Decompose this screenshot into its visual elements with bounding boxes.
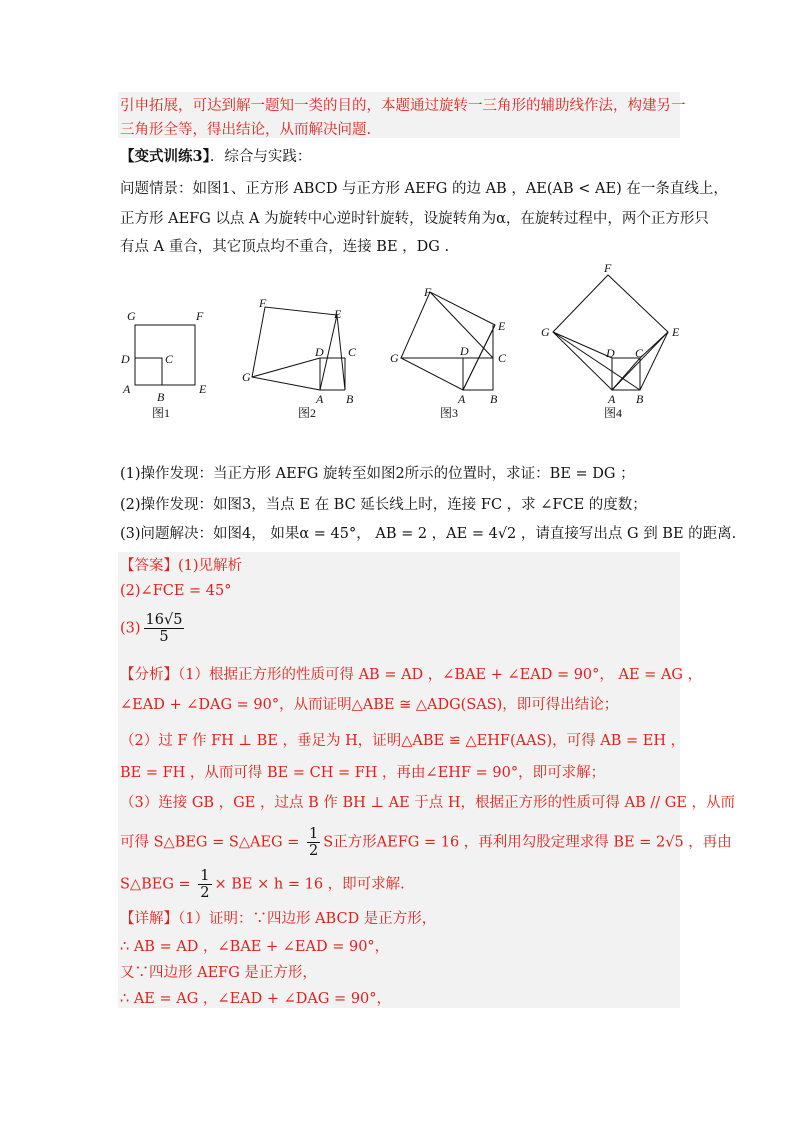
- intro-line-2: 三角形全等，得出结论，从而解决问题.: [120, 122, 372, 138]
- question-1: (1)操作发现：当正方形 AEFG 旋转至如图2所示的位置时，求证：BE = DG ；: [120, 466, 635, 482]
- exercise-heading: [120, 146, 311, 168]
- svg-text:D: D: [315, 345, 324, 359]
- analysis-6-denominator: 2: [308, 843, 319, 859]
- svg-text:C: C: [348, 345, 357, 359]
- analysis-6-suffix: S正方形AEFG = 16 ，再利用勾股定理求得 BE = 2√5 ，再由: [323, 834, 732, 851]
- svg-text:A: A: [316, 392, 324, 406]
- analysis-7-denominator: 2: [200, 885, 210, 901]
- detail-line-2: ∴ AB = AD ，∠BAE + ∠EAD = 90°，: [120, 939, 390, 955]
- detail-line-3: 又∵四边形 AEFG 是正方形，: [120, 965, 317, 981]
- svg-text:E: E: [199, 382, 207, 396]
- analysis-line-7: [120, 868, 405, 901]
- context-line-1: 问题情景：如图1、正方形 ABCD 与正方形 AEFG 的边 AB ，AE(AB < AE) 在一条直线上，: [120, 181, 728, 197]
- analysis-7-suffix: × BE × h = 16 ，即可求解.: [214, 876, 405, 893]
- svg-text:A: A: [123, 382, 131, 396]
- svg-text:G: G: [541, 325, 550, 339]
- exercise-title: 【变式训练3】: [120, 148, 210, 165]
- context-line-2: 正方形 AEFG 以点 A 为旋转中心逆时针旋转，设旋转角为α，在旋转过程中，两个正方形只: [120, 211, 709, 227]
- analysis-line-3: （2）过 F 作 FH ⊥ BE ，垂足为 H，证明△ABE ≌ △EHF(AAS)，可得 AB = EH ，: [120, 733, 686, 749]
- svg-text:G: G: [242, 370, 251, 384]
- analysis-line-1: [120, 664, 702, 686]
- question-3: (3)问题解决：如图4， 如果α = 45°， AB = 2 ，AE = 4√2 ，请直接写出点 G 到 BE 的距离.: [120, 526, 737, 542]
- answer-line-3: [120, 612, 187, 645]
- analysis-line-2: ∠EAD + ∠DAG = 90°，从而证明△ABE ≅ △ADG(SAS)，即可得出结论；: [120, 697, 619, 713]
- figure-1-caption: 图1: [152, 406, 171, 420]
- answer-line-1: [120, 555, 242, 577]
- svg-text:D: D: [121, 352, 130, 366]
- figure-2-caption: 图2: [298, 406, 317, 420]
- svg-text:F: F: [259, 296, 267, 310]
- detail-line-4: ∴ AE = AG ，∠EAD + ∠DAG = 90°，: [120, 991, 392, 1007]
- analysis-line-4: BE = FH ，从而可得 BE = CH = FH ，再由∠EHF = 90°，即可求解；: [120, 765, 606, 781]
- svg-text:E: E: [498, 319, 506, 333]
- answer-part-1: (1)见解析: [178, 558, 243, 574]
- analysis-text-1: （1）根据正方形的性质可得 AB = AD ，∠BAE + ∠EAD = 90°， AE = AG ，: [178, 667, 703, 683]
- svg-text:C: C: [635, 346, 644, 360]
- analysis-line-6: [120, 826, 732, 859]
- svg-text:A: A: [458, 392, 466, 406]
- svg-text:C: C: [498, 351, 507, 365]
- svg-text:B: B: [157, 390, 165, 404]
- svg-text:D: D: [606, 346, 615, 360]
- analysis-7-prefix: S△BEG =: [120, 876, 196, 893]
- svg-text:C: C: [165, 352, 174, 366]
- detail-label: 【详解】: [120, 911, 178, 927]
- svg-text:E: E: [672, 325, 680, 339]
- analysis-7-fraction: [198, 868, 211, 901]
- svg-text:B: B: [490, 392, 498, 406]
- svg-text:F: F: [424, 285, 432, 299]
- svg-text:F: F: [604, 261, 612, 275]
- svg-text:G: G: [127, 309, 136, 323]
- analysis-label: 【分析】: [120, 667, 178, 683]
- svg-text:A: A: [608, 392, 616, 406]
- figure-4-caption: 图4: [604, 406, 623, 420]
- svg-text:E: E: [334, 307, 342, 321]
- svg-text:B: B: [346, 392, 354, 406]
- figure-2: [252, 307, 345, 390]
- detail-text-1: （1）证明：∵四边形 ABCD 是正方形，: [178, 911, 437, 927]
- svg-text:B: B: [636, 392, 644, 406]
- analysis-6-prefix: 可得 S△BEG = S△AEG =: [120, 834, 304, 851]
- detail-line-1: [120, 908, 436, 930]
- answer-part-2: (2)∠FCE = 45°: [120, 583, 232, 599]
- figure-4: [553, 275, 668, 390]
- question-2: (2)操作发现：如图3，当点 E 在 BC 延长线上时，连接 FC ，求 ∠FCE 的度数；: [120, 497, 647, 513]
- figures: [0, 260, 800, 420]
- answer-fraction-numerator: 16√5: [145, 612, 183, 628]
- svg-text:D: D: [460, 344, 469, 358]
- context-line-3: 有点 A 重合，其它顶点均不重合，连接 BE ，DG .: [120, 239, 450, 255]
- figure-3: [401, 292, 495, 390]
- exercise-title-rest: ．综合与实践：: [209, 149, 312, 165]
- analysis-line-5: （3）连接 GB ，GE ，过点 B 作 BH ⊥ AE 于点 H，根据正方形的性质可得 AB // GE ，从而: [120, 795, 736, 811]
- answer-part-3-fraction: [144, 612, 185, 645]
- intro-line-1: 引申拓展，可达到解一题知一类的目的，本题通过旋转一三角形的辅助线作法，构建另一: [120, 98, 686, 114]
- answer-fraction-denominator: 5: [159, 629, 169, 645]
- analysis-6-numerator: 1: [308, 826, 319, 842]
- svg-text:F: F: [196, 309, 204, 323]
- answer-part-3-prefix: (3): [120, 620, 141, 637]
- figure-3-caption: 图3: [440, 406, 459, 420]
- analysis-6-fraction: [307, 826, 320, 859]
- analysis-7-numerator: 1: [200, 868, 210, 884]
- answer-label: 【答案】: [120, 558, 178, 574]
- svg-text:G: G: [390, 351, 399, 365]
